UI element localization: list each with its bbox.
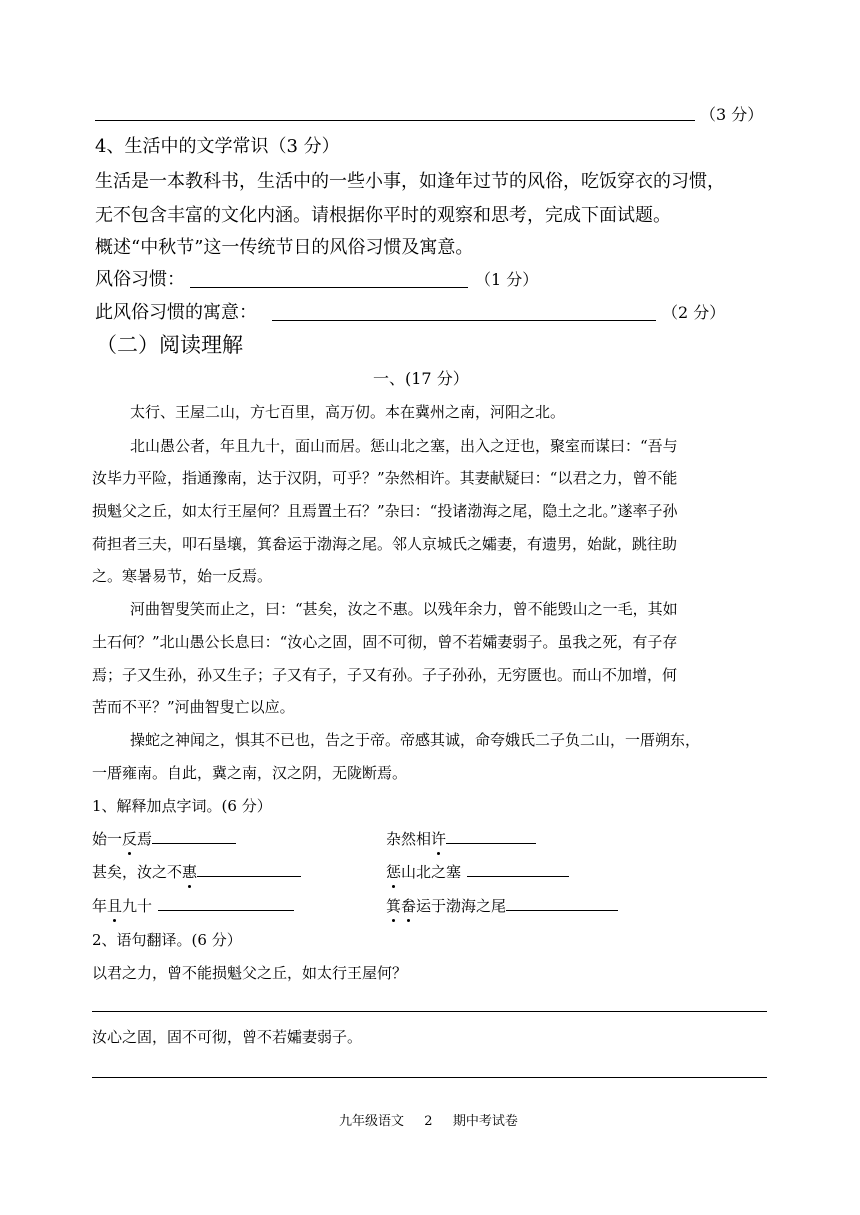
page-footer — [339, 1113, 518, 1131]
vocab-blank[interactable] — [197, 875, 301, 877]
vocab-item: 甚矣，汝之不惠 — [92, 861, 301, 883]
vocab-blank[interactable] — [152, 842, 236, 844]
passage-line: 北山愚公者，年且九十，面山而居。惩山北之塞，出入之迂也，聚室而谋曰：“吾与 — [130, 437, 678, 455]
q2-title: 2、语句翻译。(6 分） — [92, 931, 242, 949]
footer-exam: 期中考试卷 — [452, 1114, 518, 1129]
meaning-answer-blank[interactable] — [272, 320, 656, 321]
vocab-item: 箕畚运于渤海之尾 — [386, 895, 618, 917]
translate-answer-line-1[interactable] — [92, 1011, 767, 1012]
custom-label: 风俗习惯： — [95, 269, 185, 290]
passage-line: 土石何？”北山愚公长息曰：“汝心之固，固不可彻，曾不若孀妻弱子。虽我之死，有子存 — [92, 633, 678, 651]
translate-sentence-1: 以君之力，曾不能损魁父之丘，如太行王屋何？ — [92, 964, 408, 982]
passage-line: 操蛇之神闻之，惧其不已也，告之于帝。帝感其诚，命夸娥氏二子负二山，一厝朔东， — [130, 731, 701, 749]
passage-heading: 一、(17 分） — [373, 369, 469, 388]
q1-title: 1、解释加点字词。(6 分） — [92, 797, 272, 815]
passage-line: 之。寒暑易节，始一反焉。 — [92, 567, 273, 585]
vocab-item: 始一反焉 — [92, 828, 236, 850]
meaning-score: （2 分） — [662, 303, 726, 322]
custom-score: （1 分） — [475, 270, 539, 289]
vocab-blank[interactable] — [506, 909, 618, 911]
top-score: （3 分） — [700, 105, 764, 124]
q4-paragraph-line-2: 无不包含丰富的文化内涵。请根据你平时的观察和思考，完成下面试题。 — [95, 205, 671, 226]
answer-line-top — [95, 120, 695, 121]
vocab-blank[interactable] — [467, 875, 569, 877]
passage-line: 损魁父之丘，如太行王屋何？且焉置土石？”杂曰：“投诸渤海之尾，隐土之北。”遂率子孙 — [92, 502, 678, 520]
passage-line: 河曲智叟笑而止之，曰：“甚矣，汝之不惠。以残年余力，曾不能毁山之一毛，其如 — [130, 600, 678, 618]
passage-line: 焉；子又生孙，孙又生子；子又有子，子又有孙。子子孙孙，无穷匮也。而山不加增，何 — [92, 666, 678, 684]
passage-line: 苦而不平？”河曲智叟亡以应。 — [92, 698, 295, 716]
footer-page-number: 2 — [424, 1114, 433, 1129]
vocab-blank[interactable] — [446, 842, 536, 844]
passage-line: 汝毕力平险，指通豫南，达于汉阴，可乎？”杂然相许。其妻献疑曰：“以君之力，曾不能 — [92, 469, 678, 487]
vocab-item: 惩山北之塞 — [386, 861, 569, 883]
custom-answer-blank[interactable] — [190, 287, 468, 288]
meaning-label: 此风俗习惯的寓意： — [95, 302, 257, 323]
vocab-item: 杂然相许 — [386, 828, 536, 850]
vocab-item: 年且九十 — [92, 895, 294, 917]
passage-line: 荷担者三夫，叩石垦壤，箕畚运于渤海之尾。邻人京城氏之孀妻，有遗男，始龀，跳往助 — [92, 535, 678, 553]
footer-subject: 九年级语文 — [339, 1114, 405, 1129]
passage-line: 太行、王屋二山，方七百里，高万仞。本在冀州之南，河阳之北。 — [130, 403, 566, 421]
translate-sentence-2: 汝心之固，固不可彻，曾不若孀妻弱子。 — [92, 1028, 363, 1046]
q4-paragraph-line-1: 生活是一本教科书，生活中的一些小事，如逢年过节的风俗，吃饭穿衣的习惯， — [95, 171, 725, 192]
q4-title: 4、生活中的文学常识（3 分） — [95, 136, 340, 157]
section-title: （二）阅读理解 — [96, 333, 243, 357]
vocab-blank[interactable] — [158, 909, 294, 911]
passage-line: 一厝雍南。自此，冀之南，汉之阴，无陇断焉。 — [92, 764, 408, 782]
q4-prompt: 概述“中秋节”这一传统节日的风俗习惯及寓意。 — [95, 237, 474, 258]
translate-answer-line-2[interactable] — [92, 1077, 767, 1078]
